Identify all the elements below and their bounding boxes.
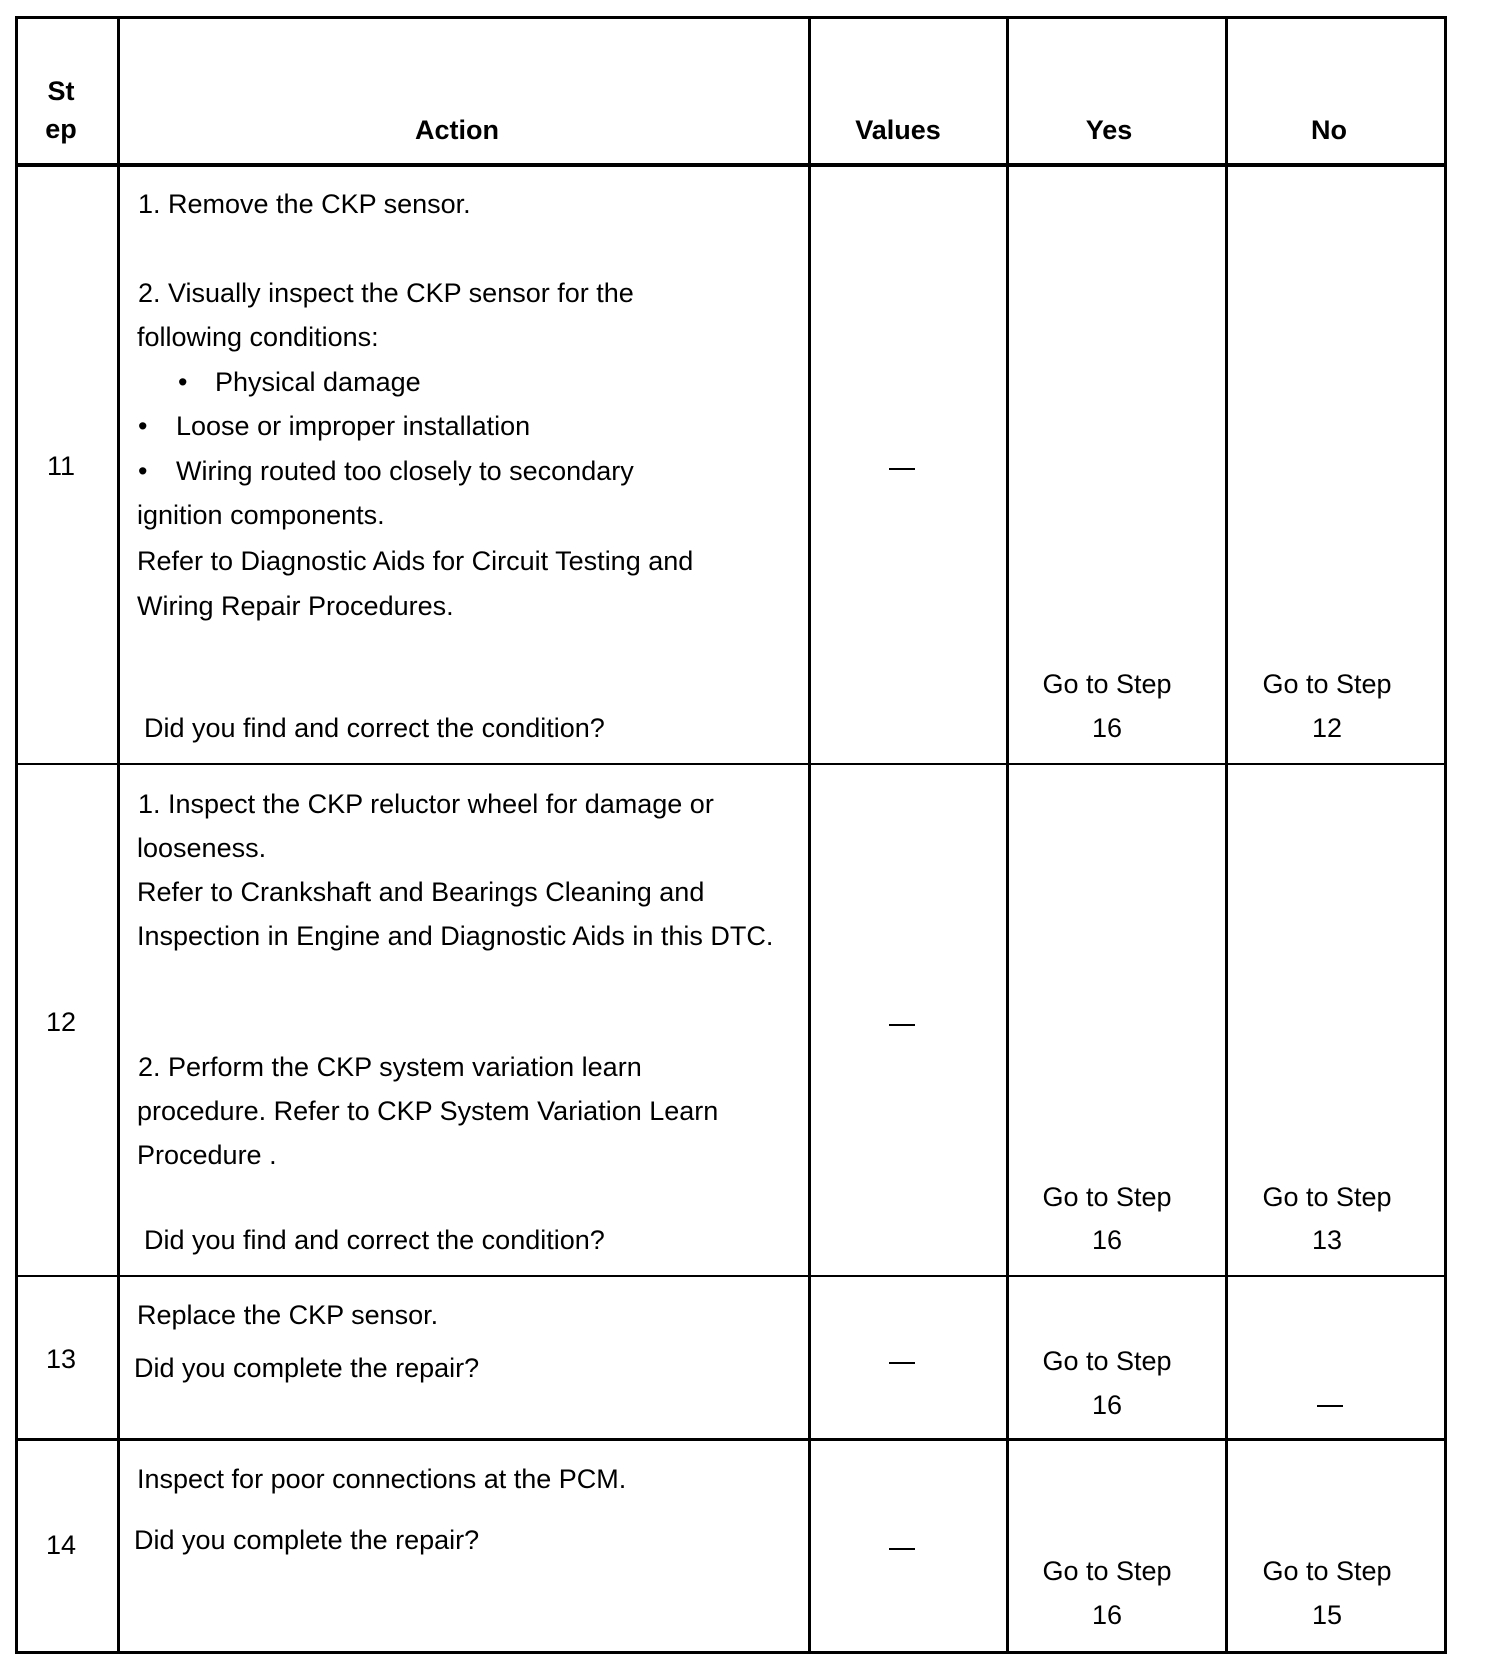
no-goto: Go to Step xyxy=(1262,1182,1392,1212)
values-dash xyxy=(889,1362,915,1364)
no-goto: Go to Step xyxy=(1262,669,1392,699)
column-divider xyxy=(117,16,120,1654)
action-line: Wiring Repair Procedures. xyxy=(137,591,454,621)
column-divider xyxy=(1225,16,1228,1654)
header-action: Action xyxy=(415,115,499,145)
action-question: Did you complete the repair? xyxy=(134,1525,480,1555)
row-divider xyxy=(15,1438,1447,1441)
bullet-icon: • xyxy=(138,411,148,441)
action-question: Did you find and correct the condition? xyxy=(144,713,605,743)
no-goto-step: 12 xyxy=(1311,713,1343,743)
values-dash xyxy=(889,1548,915,1550)
yes-goto-step: 16 xyxy=(1091,1600,1123,1630)
column-divider xyxy=(1006,16,1009,1654)
action-line: 2. Visually inspect the CKP sensor for the xyxy=(138,278,634,308)
no-goto: Go to Step xyxy=(1262,1556,1392,1586)
action-line: 1. Inspect the CKP reluctor wheel for damage or xyxy=(138,789,714,819)
yes-goto-step: 16 xyxy=(1091,1225,1123,1255)
values-dash xyxy=(889,468,915,470)
action-line: Refer to Diagnostic Aids for Circuit Testing and xyxy=(137,546,694,576)
header-step xyxy=(45,76,77,145)
no-goto-step: 15 xyxy=(1311,1600,1343,1630)
step-number: 13 xyxy=(45,1344,77,1374)
header-divider xyxy=(15,163,1447,167)
action-line: Refer to Crankshaft and Bearings Cleaning and xyxy=(137,877,705,907)
step-number: 12 xyxy=(45,1007,77,1037)
values-dash xyxy=(889,1024,915,1026)
column-divider xyxy=(808,16,811,1654)
action-line: Loose or improper installation xyxy=(176,411,531,441)
yes-goto: Go to Step xyxy=(1042,1556,1172,1586)
header-yes: Yes xyxy=(1085,115,1133,145)
yes-goto-step: 16 xyxy=(1091,1390,1123,1420)
action-line: ignition components. xyxy=(137,500,385,530)
action-line: Inspection in Engine and Diagnostic Aids in this DTC. xyxy=(137,921,774,951)
action-line: 1. Remove the CKP sensor. xyxy=(138,189,471,219)
action-line: Physical damage xyxy=(215,367,421,397)
action-line: looseness. xyxy=(137,833,267,863)
step-number: 11 xyxy=(46,451,76,481)
yes-goto: Go to Step xyxy=(1042,1182,1172,1212)
no-goto-step: 13 xyxy=(1311,1225,1343,1255)
yes-goto: Go to Step xyxy=(1042,669,1172,699)
action-line: procedure. Refer to CKP System Variation Learn xyxy=(137,1096,719,1126)
row-divider xyxy=(15,763,1447,765)
action-line: Procedure . xyxy=(137,1140,277,1170)
action-line: following conditions: xyxy=(137,322,379,352)
yes-goto: Go to Step xyxy=(1042,1346,1172,1376)
table-border-top xyxy=(15,16,1447,19)
header-values: Values xyxy=(855,115,941,145)
bullet-icon: • xyxy=(138,456,148,486)
no-dash xyxy=(1317,1405,1343,1407)
table-border-right xyxy=(1444,16,1447,1654)
bullet-icon: • xyxy=(178,367,188,397)
row-divider xyxy=(15,1275,1447,1277)
table-border-left xyxy=(15,16,18,1654)
header-step-line1: St xyxy=(47,76,75,106)
action-line: Inspect for poor connections at the PCM. xyxy=(137,1464,627,1494)
action-line: 2. Perform the CKP system variation learn xyxy=(138,1052,642,1082)
table-border-bottom xyxy=(15,1651,1447,1654)
action-line: Wiring routed too closely to secondary xyxy=(176,456,634,486)
header-step-line2: ep xyxy=(45,114,77,144)
action-line: Replace the CKP sensor. xyxy=(137,1300,439,1330)
step-number: 14 xyxy=(45,1530,77,1560)
yes-goto-step: 16 xyxy=(1091,713,1123,743)
action-question: Did you complete the repair? xyxy=(134,1353,480,1383)
header-no: No xyxy=(1311,115,1347,145)
action-question: Did you find and correct the condition? xyxy=(144,1225,605,1255)
